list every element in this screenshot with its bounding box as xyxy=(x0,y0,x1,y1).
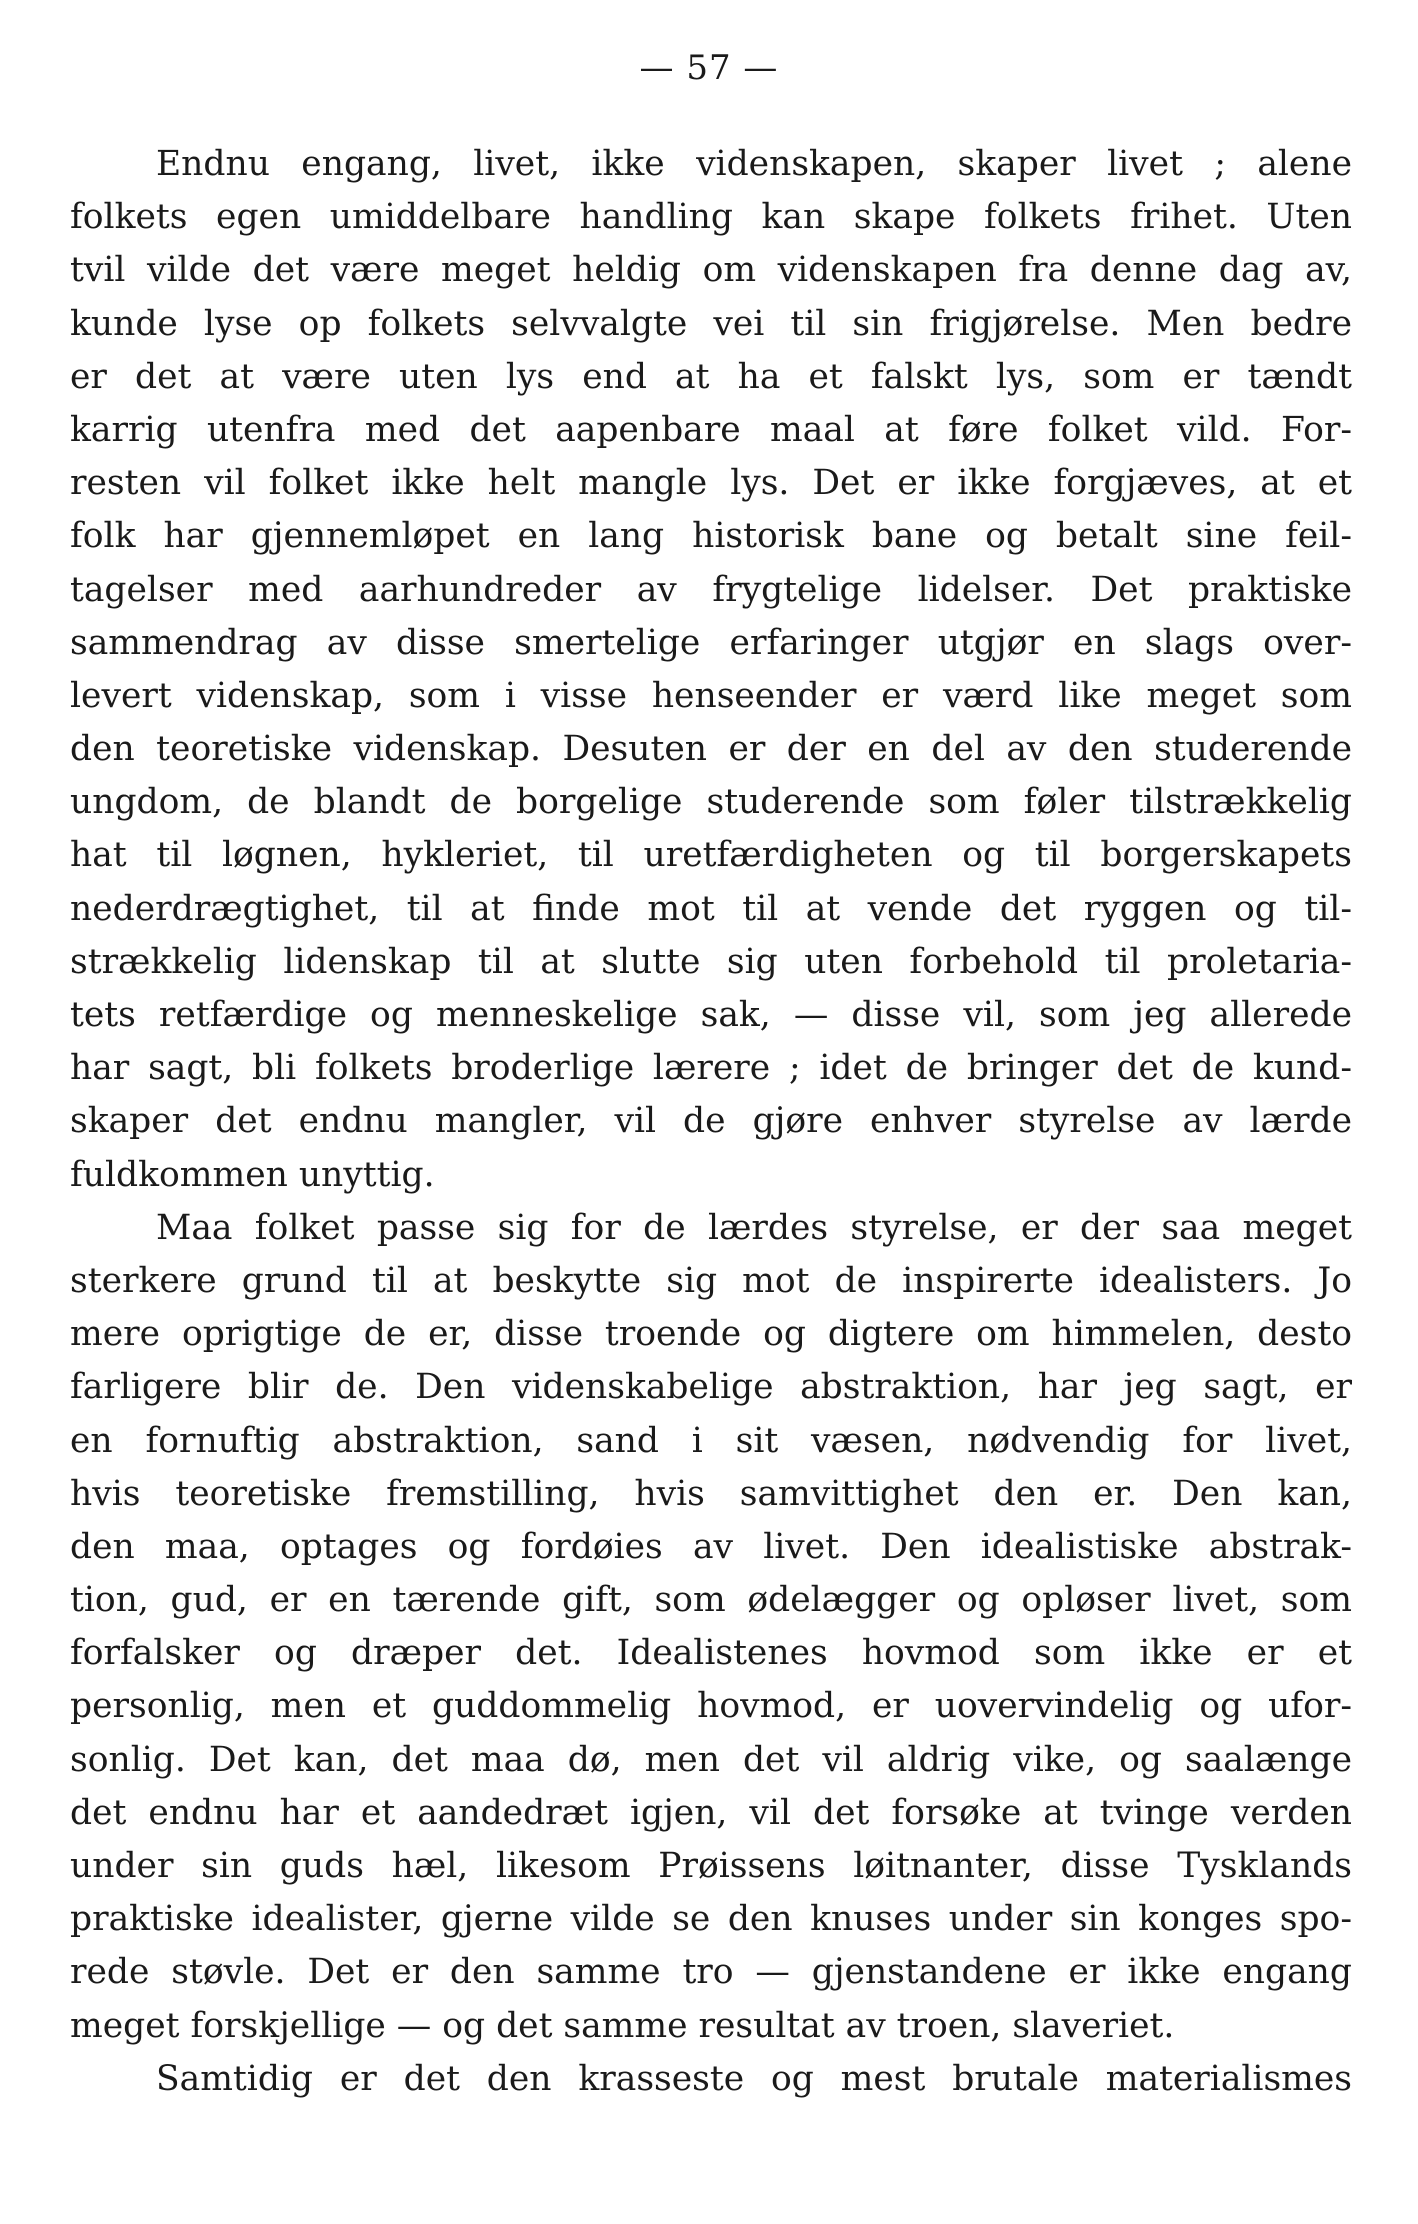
text-line: en fornuftig abstraktion, sand i sit væsen, nødvendig for livet, xyxy=(70,1420,1352,1461)
text-line: strækkelig lidenskap til at slutte sig uten forbehold til proletaria- xyxy=(70,941,1352,982)
text-line: levert videnskap, som i visse henseender er værd like meget som xyxy=(70,675,1352,716)
text-line: det endnu har et aandedræt igjen, vil det forsøke at tvinge verden xyxy=(70,1792,1352,1833)
text-line: sterkere grund til at beskytte sig mot de inspirerte idealisters. Jo xyxy=(70,1260,1352,1301)
text-line: tion, gud, er en tærende gift, som ødelægger og opløser livet, som xyxy=(70,1580,1352,1621)
text-line: praktiske idealister, gjerne vilde se den knuses under sin konges spo- xyxy=(70,1899,1352,1940)
text-line: karrig utenfra med det aapenbare maal at føre folket vild. For- xyxy=(70,409,1352,450)
text-line: hat til løgnen, hykleriet, til uretfærdigheten og til borgerskapets xyxy=(70,835,1352,876)
text-line: tagelser med aarhundreder av frygtelige lidelser. Det praktiske xyxy=(70,569,1352,610)
text-line: har sagt, bli folkets broderlige lærere ; idet de bringer det de kund- xyxy=(70,1048,1352,1089)
text-line: nederdrægtighet, til at finde mot til at vende det ryggen og til- xyxy=(70,888,1352,929)
text-line: resten vil folket ikke helt mangle lys. Det er ikke forgjæves, at et xyxy=(70,463,1352,504)
text-line: folk har gjennemløpet en lang historisk bane og betalt sine feil- xyxy=(70,516,1352,557)
text-line: under sin guds hæl, likesom Prøissens løitnanter, disse Tysklands xyxy=(70,1846,1352,1886)
text-line: Endnu engang, livet, ikke videnskapen, skaper livet ; alene xyxy=(156,144,1352,184)
text-line: forfalsker og dræper det. Idealistenes hovmod som ikke er et xyxy=(70,1633,1352,1674)
text-line: tets retfærdige og menneskelige sak, — disse vil, som jeg allerede xyxy=(70,995,1352,1035)
text-line: sammendrag av disse smertelige erfaringer utgjør en slags over- xyxy=(70,622,1352,663)
body-text xyxy=(70,138,1352,2106)
text-line: den teoretiske videnskap. Desuten er der en del av den studerende xyxy=(70,729,1352,770)
text-line: er det at være uten lys end at ha et falskt lys, som er tændt xyxy=(70,356,1352,397)
page-number: — 57 — xyxy=(639,48,779,88)
text-line: Maa folket passe sig for de lærdes styrelse, er der saa meget xyxy=(156,1207,1352,1248)
text-line: hvis teoretiske fremstilling, hvis samvittighet den er. Den kan, xyxy=(70,1473,1352,1514)
text-line: farligere blir de. Den videnskabelige abstraktion, har jeg sagt, er xyxy=(70,1367,1352,1408)
text-line: mere oprigtige de er, disse troende og digtere om himmelen, desto xyxy=(70,1314,1352,1355)
text-line: sonlig. Det kan, det maa dø, men det vil aldrig vike, og saalænge xyxy=(70,1739,1352,1780)
text-line: folkets egen umiddelbare handling kan skape folkets frihet. Uten xyxy=(70,197,1352,238)
text-line: rede støvle. Det er den samme tro — gjenstandene er ikke engang xyxy=(70,1952,1352,1993)
text-line: fuldkommen unyttig. xyxy=(70,1154,435,1195)
text-line: den maa, optages og fordøies av livet. Den idealistiske abstrak- xyxy=(70,1526,1352,1567)
text-line: ungdom, de blandt de borgelige studerende som føler tilstrækkelig xyxy=(70,782,1352,823)
text-line: Samtidig er det den krasseste og mest brutale materialismes xyxy=(156,2058,1352,2099)
text-line: personlig, men et guddommelig hovmod, er uovervindelig og ufor- xyxy=(70,1686,1352,1727)
text-line: meget forskjellige — og det samme resultat av troen, slaveriet. xyxy=(70,2005,1175,2046)
text-line: tvil vilde det være meget heldig om videnskapen fra denne dag av, xyxy=(70,250,1352,291)
text-line: kunde lyse op folkets selvvalgte vei til sin frigjørelse. Men bedre xyxy=(70,303,1352,344)
text-line: skaper det endnu mangler, vil de gjøre enhver styrelse av lærde xyxy=(70,1101,1352,1142)
